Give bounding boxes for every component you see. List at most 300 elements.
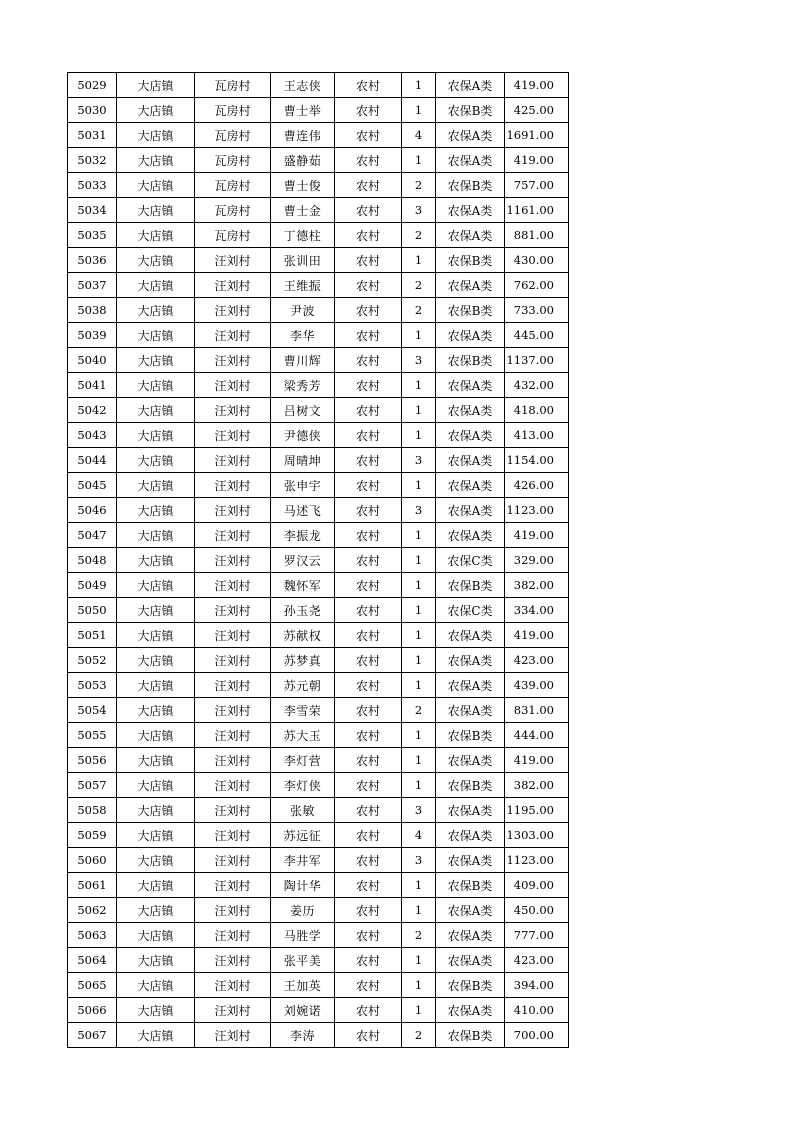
town-cell: 大店镇 — [117, 673, 195, 698]
village-cell: 瓦房村 — [195, 198, 271, 223]
town-cell: 大店镇 — [117, 498, 195, 523]
member-count-cell: 1 — [402, 598, 436, 623]
village-cell: 汪刘村 — [195, 298, 271, 323]
village-cell: 汪刘村 — [195, 323, 271, 348]
town-cell: 大店镇 — [117, 373, 195, 398]
record-id-cell: 5066 — [68, 998, 117, 1023]
amount-cell: 444.00 — [505, 723, 569, 748]
table-row — [68, 123, 569, 148]
household-type-cell: 农村 — [335, 623, 402, 648]
person-name-cell: 曹士举 — [271, 98, 335, 123]
member-count-cell: 1 — [402, 548, 436, 573]
member-count-cell: 3 — [402, 448, 436, 473]
town-cell: 大店镇 — [117, 523, 195, 548]
table-row — [68, 823, 569, 848]
table-row — [68, 348, 569, 373]
record-id-cell: 5048 — [68, 548, 117, 573]
amount-cell: 409.00 — [505, 873, 569, 898]
table-row — [68, 448, 569, 473]
table-row — [68, 298, 569, 323]
amount-cell: 329.00 — [505, 548, 569, 573]
town-cell: 大店镇 — [117, 248, 195, 273]
person-name-cell: 张平美 — [271, 948, 335, 973]
table-row — [68, 523, 569, 548]
town-cell: 大店镇 — [117, 148, 195, 173]
village-cell: 汪刘村 — [195, 448, 271, 473]
member-count-cell: 1 — [402, 98, 436, 123]
member-count-cell: 1 — [402, 873, 436, 898]
person-name-cell: 李灯侠 — [271, 773, 335, 798]
table-row — [68, 998, 569, 1023]
person-name-cell: 王志侠 — [271, 73, 335, 98]
member-count-cell: 1 — [402, 248, 436, 273]
record-id-cell: 5050 — [68, 598, 117, 623]
record-id-cell: 5033 — [68, 173, 117, 198]
town-cell: 大店镇 — [117, 848, 195, 873]
person-name-cell: 李华 — [271, 323, 335, 348]
town-cell: 大店镇 — [117, 698, 195, 723]
record-id-cell: 5038 — [68, 298, 117, 323]
insurance-category-cell: 农保A类 — [436, 748, 505, 773]
insurance-category-cell: 农保A类 — [436, 198, 505, 223]
member-count-cell: 3 — [402, 848, 436, 873]
person-name-cell: 苏元朝 — [271, 673, 335, 698]
insurance-category-cell: 农保A类 — [436, 673, 505, 698]
table-row — [68, 673, 569, 698]
insurance-category-cell: 农保A类 — [436, 848, 505, 873]
village-cell: 汪刘村 — [195, 373, 271, 398]
town-cell: 大店镇 — [117, 173, 195, 198]
village-cell: 汪刘村 — [195, 548, 271, 573]
amount-cell: 881.00 — [505, 223, 569, 248]
household-type-cell: 农村 — [335, 223, 402, 248]
amount-cell: 410.00 — [505, 998, 569, 1023]
town-cell: 大店镇 — [117, 773, 195, 798]
record-id-cell: 5056 — [68, 748, 117, 773]
member-count-cell: 1 — [402, 648, 436, 673]
village-cell: 汪刘村 — [195, 698, 271, 723]
town-cell: 大店镇 — [117, 348, 195, 373]
village-cell: 汪刘村 — [195, 873, 271, 898]
member-count-cell: 2 — [402, 273, 436, 298]
record-id-cell: 5040 — [68, 348, 117, 373]
village-cell: 汪刘村 — [195, 398, 271, 423]
town-cell: 大店镇 — [117, 948, 195, 973]
insurance-category-cell: 农保A类 — [436, 323, 505, 348]
table-row — [68, 773, 569, 798]
member-count-cell: 1 — [402, 748, 436, 773]
amount-cell: 419.00 — [505, 623, 569, 648]
village-cell: 瓦房村 — [195, 148, 271, 173]
amount-cell: 1123.00 — [505, 848, 569, 873]
person-name-cell: 王维振 — [271, 273, 335, 298]
person-name-cell: 吕树文 — [271, 398, 335, 423]
member-count-cell: 4 — [402, 823, 436, 848]
insurance-category-cell: 农保A类 — [436, 948, 505, 973]
insurance-category-cell: 农保A类 — [436, 448, 505, 473]
table-row — [68, 423, 569, 448]
household-type-cell: 农村 — [335, 698, 402, 723]
member-count-cell: 2 — [402, 173, 436, 198]
insurance-category-cell: 农保B类 — [436, 248, 505, 273]
insurance-category-cell: 农保A类 — [436, 498, 505, 523]
town-cell: 大店镇 — [117, 573, 195, 598]
person-name-cell: 陶计华 — [271, 873, 335, 898]
town-cell: 大店镇 — [117, 648, 195, 673]
amount-cell: 334.00 — [505, 598, 569, 623]
village-cell: 汪刘村 — [195, 773, 271, 798]
household-type-cell: 农村 — [335, 598, 402, 623]
insurance-category-cell: 农保C类 — [436, 548, 505, 573]
table-row — [68, 598, 569, 623]
town-cell: 大店镇 — [117, 748, 195, 773]
person-name-cell: 曹士俊 — [271, 173, 335, 198]
town-cell: 大店镇 — [117, 298, 195, 323]
village-cell: 汪刘村 — [195, 573, 271, 598]
insurance-category-cell: 农保B类 — [436, 348, 505, 373]
village-cell: 汪刘村 — [195, 473, 271, 498]
amount-cell: 418.00 — [505, 398, 569, 423]
household-type-cell: 农村 — [335, 398, 402, 423]
amount-cell: 700.00 — [505, 1023, 569, 1048]
table-row — [68, 223, 569, 248]
village-cell: 汪刘村 — [195, 623, 271, 648]
household-type-cell: 农村 — [335, 898, 402, 923]
town-cell: 大店镇 — [117, 98, 195, 123]
insurance-category-cell: 农保B类 — [436, 873, 505, 898]
amount-cell: 382.00 — [505, 773, 569, 798]
record-id-cell: 5055 — [68, 723, 117, 748]
household-type-cell: 农村 — [335, 98, 402, 123]
table-row — [68, 323, 569, 348]
village-cell: 汪刘村 — [195, 248, 271, 273]
household-type-cell: 农村 — [335, 273, 402, 298]
record-id-cell: 5052 — [68, 648, 117, 673]
record-id-cell: 5064 — [68, 948, 117, 973]
town-cell: 大店镇 — [117, 398, 195, 423]
table-row — [68, 698, 569, 723]
insurance-category-cell: 农保A类 — [436, 898, 505, 923]
amount-cell: 419.00 — [505, 523, 569, 548]
insurance-category-cell: 农保A类 — [436, 423, 505, 448]
village-cell: 瓦房村 — [195, 123, 271, 148]
insurance-category-cell: 农保A类 — [436, 148, 505, 173]
insurance-category-cell: 农保A类 — [436, 998, 505, 1023]
household-type-cell: 农村 — [335, 1023, 402, 1048]
insurance-category-cell: 农保B类 — [436, 98, 505, 123]
member-count-cell: 1 — [402, 898, 436, 923]
household-type-cell: 农村 — [335, 798, 402, 823]
person-name-cell: 苏献权 — [271, 623, 335, 648]
household-type-cell: 农村 — [335, 473, 402, 498]
household-type-cell: 农村 — [335, 548, 402, 573]
village-cell: 汪刘村 — [195, 748, 271, 773]
record-id-cell: 5031 — [68, 123, 117, 148]
amount-cell: 423.00 — [505, 648, 569, 673]
household-type-cell: 农村 — [335, 748, 402, 773]
record-id-cell: 5041 — [68, 373, 117, 398]
household-type-cell: 农村 — [335, 148, 402, 173]
village-cell: 汪刘村 — [195, 348, 271, 373]
amount-cell: 425.00 — [505, 98, 569, 123]
member-count-cell: 1 — [402, 573, 436, 598]
table-body — [68, 73, 569, 1048]
table-row — [68, 398, 569, 423]
member-count-cell: 4 — [402, 123, 436, 148]
record-id-cell: 5034 — [68, 198, 117, 223]
record-id-cell: 5054 — [68, 698, 117, 723]
amount-cell: 382.00 — [505, 573, 569, 598]
insurance-category-cell: 农保A类 — [436, 123, 505, 148]
amount-cell: 1195.00 — [505, 798, 569, 823]
amount-cell: 432.00 — [505, 373, 569, 398]
insurance-category-cell: 农保A类 — [436, 798, 505, 823]
person-name-cell: 尹德侠 — [271, 423, 335, 448]
insurance-category-cell: 农保A类 — [436, 648, 505, 673]
person-name-cell: 孙玉尧 — [271, 598, 335, 623]
table-row — [68, 973, 569, 998]
household-type-cell: 农村 — [335, 423, 402, 448]
amount-cell: 445.00 — [505, 323, 569, 348]
village-cell: 瓦房村 — [195, 223, 271, 248]
record-id-cell: 5065 — [68, 973, 117, 998]
town-cell: 大店镇 — [117, 923, 195, 948]
household-type-cell: 农村 — [335, 198, 402, 223]
village-cell: 瓦房村 — [195, 173, 271, 198]
town-cell: 大店镇 — [117, 73, 195, 98]
member-count-cell: 1 — [402, 148, 436, 173]
insurance-category-cell: 农保A类 — [436, 473, 505, 498]
member-count-cell: 2 — [402, 698, 436, 723]
table-row — [68, 723, 569, 748]
table-row — [68, 648, 569, 673]
town-cell: 大店镇 — [117, 898, 195, 923]
record-id-cell: 5035 — [68, 223, 117, 248]
amount-cell: 762.00 — [505, 273, 569, 298]
record-id-cell: 5062 — [68, 898, 117, 923]
town-cell: 大店镇 — [117, 873, 195, 898]
household-type-cell: 农村 — [335, 448, 402, 473]
table-row — [68, 948, 569, 973]
village-cell: 汪刘村 — [195, 648, 271, 673]
village-cell: 汪刘村 — [195, 823, 271, 848]
record-id-cell: 5029 — [68, 73, 117, 98]
member-count-cell: 1 — [402, 673, 436, 698]
table-row — [68, 248, 569, 273]
village-cell: 汪刘村 — [195, 998, 271, 1023]
town-cell: 大店镇 — [117, 473, 195, 498]
household-type-cell: 农村 — [335, 923, 402, 948]
town-cell: 大店镇 — [117, 323, 195, 348]
member-count-cell: 1 — [402, 423, 436, 448]
member-count-cell: 3 — [402, 348, 436, 373]
household-type-cell: 农村 — [335, 573, 402, 598]
household-type-cell: 农村 — [335, 373, 402, 398]
table-row — [68, 148, 569, 173]
table-row — [68, 873, 569, 898]
amount-cell: 777.00 — [505, 923, 569, 948]
table-row — [68, 923, 569, 948]
person-name-cell: 马胜学 — [271, 923, 335, 948]
member-count-cell: 3 — [402, 498, 436, 523]
insurance-category-cell: 农保C类 — [436, 598, 505, 623]
person-name-cell: 王加英 — [271, 973, 335, 998]
person-name-cell: 张敏 — [271, 798, 335, 823]
insurance-category-cell: 农保A类 — [436, 823, 505, 848]
household-type-cell: 农村 — [335, 73, 402, 98]
amount-cell: 1123.00 — [505, 498, 569, 523]
town-cell: 大店镇 — [117, 548, 195, 573]
person-name-cell: 张训田 — [271, 248, 335, 273]
member-count-cell: 1 — [402, 323, 436, 348]
insurance-category-cell: 农保B类 — [436, 573, 505, 598]
record-id-cell: 5059 — [68, 823, 117, 848]
amount-cell: 423.00 — [505, 948, 569, 973]
amount-cell: 419.00 — [505, 73, 569, 98]
record-id-cell: 5043 — [68, 423, 117, 448]
amount-cell: 733.00 — [505, 298, 569, 323]
village-cell: 汪刘村 — [195, 598, 271, 623]
person-name-cell: 曹士金 — [271, 198, 335, 223]
household-type-cell: 农村 — [335, 648, 402, 673]
household-type-cell: 农村 — [335, 323, 402, 348]
village-cell: 瓦房村 — [195, 73, 271, 98]
table-row — [68, 198, 569, 223]
record-id-cell: 5067 — [68, 1023, 117, 1048]
town-cell: 大店镇 — [117, 973, 195, 998]
person-name-cell: 苏梦真 — [271, 648, 335, 673]
person-name-cell: 魏怀军 — [271, 573, 335, 598]
member-count-cell: 1 — [402, 948, 436, 973]
town-cell: 大店镇 — [117, 198, 195, 223]
household-type-cell: 农村 — [335, 848, 402, 873]
person-name-cell: 丁德柱 — [271, 223, 335, 248]
person-name-cell: 梁秀芳 — [271, 373, 335, 398]
household-type-cell: 农村 — [335, 773, 402, 798]
table-row — [68, 548, 569, 573]
table-row — [68, 373, 569, 398]
table-row — [68, 798, 569, 823]
amount-cell: 426.00 — [505, 473, 569, 498]
table-row — [68, 173, 569, 198]
town-cell: 大店镇 — [117, 723, 195, 748]
person-name-cell: 李涛 — [271, 1023, 335, 1048]
record-id-cell: 5030 — [68, 98, 117, 123]
person-name-cell: 李雪荣 — [271, 698, 335, 723]
household-type-cell: 农村 — [335, 498, 402, 523]
member-count-cell: 2 — [402, 298, 436, 323]
town-cell: 大店镇 — [117, 448, 195, 473]
insurance-category-cell: 农保B类 — [436, 298, 505, 323]
insurance-category-cell: 农保A类 — [436, 398, 505, 423]
household-type-cell: 农村 — [335, 823, 402, 848]
village-cell: 汪刘村 — [195, 723, 271, 748]
member-count-cell: 1 — [402, 73, 436, 98]
village-cell: 汪刘村 — [195, 923, 271, 948]
person-name-cell: 姜历 — [271, 898, 335, 923]
record-id-cell: 5051 — [68, 623, 117, 648]
insurance-category-cell: 农保B类 — [436, 723, 505, 748]
record-id-cell: 5047 — [68, 523, 117, 548]
member-count-cell: 3 — [402, 198, 436, 223]
person-name-cell: 李井军 — [271, 848, 335, 873]
member-count-cell: 1 — [402, 523, 436, 548]
town-cell: 大店镇 — [117, 123, 195, 148]
village-cell: 汪刘村 — [195, 498, 271, 523]
insurance-category-cell: 农保A类 — [436, 523, 505, 548]
insurance-category-cell: 农保A类 — [436, 698, 505, 723]
person-name-cell: 刘婉诺 — [271, 998, 335, 1023]
village-cell: 汪刘村 — [195, 898, 271, 923]
village-cell: 汪刘村 — [195, 1023, 271, 1048]
village-cell: 汪刘村 — [195, 273, 271, 298]
household-type-cell: 农村 — [335, 298, 402, 323]
table-row — [68, 573, 569, 598]
insurance-category-cell: 农保A类 — [436, 273, 505, 298]
village-cell: 汪刘村 — [195, 948, 271, 973]
household-type-cell: 农村 — [335, 248, 402, 273]
member-count-cell: 1 — [402, 398, 436, 423]
insurance-category-cell: 农保A类 — [436, 373, 505, 398]
household-type-cell: 农村 — [335, 723, 402, 748]
amount-cell: 413.00 — [505, 423, 569, 448]
member-count-cell: 1 — [402, 773, 436, 798]
town-cell: 大店镇 — [117, 1023, 195, 1048]
table-row — [68, 98, 569, 123]
record-id-cell: 5039 — [68, 323, 117, 348]
person-name-cell: 周晴坤 — [271, 448, 335, 473]
town-cell: 大店镇 — [117, 423, 195, 448]
person-name-cell: 李灯营 — [271, 748, 335, 773]
member-count-cell: 2 — [402, 923, 436, 948]
record-id-cell: 5063 — [68, 923, 117, 948]
insurance-category-cell: 农保B类 — [436, 173, 505, 198]
record-id-cell: 5037 — [68, 273, 117, 298]
table-row — [68, 473, 569, 498]
village-cell: 汪刘村 — [195, 973, 271, 998]
record-id-cell: 5045 — [68, 473, 117, 498]
village-cell: 瓦房村 — [195, 98, 271, 123]
household-type-cell: 农村 — [335, 123, 402, 148]
person-name-cell: 张申宇 — [271, 473, 335, 498]
amount-cell: 757.00 — [505, 173, 569, 198]
household-type-cell: 农村 — [335, 873, 402, 898]
amount-cell: 1303.00 — [505, 823, 569, 848]
village-cell: 汪刘村 — [195, 798, 271, 823]
household-type-cell: 农村 — [335, 523, 402, 548]
table-row — [68, 273, 569, 298]
household-type-cell: 农村 — [335, 998, 402, 1023]
table-row — [68, 748, 569, 773]
person-name-cell: 曹川辉 — [271, 348, 335, 373]
household-type-cell: 农村 — [335, 973, 402, 998]
town-cell: 大店镇 — [117, 598, 195, 623]
town-cell: 大店镇 — [117, 623, 195, 648]
member-count-cell: 1 — [402, 973, 436, 998]
table-row — [68, 898, 569, 923]
person-name-cell: 尹波 — [271, 298, 335, 323]
amount-cell: 419.00 — [505, 148, 569, 173]
household-type-cell: 农村 — [335, 173, 402, 198]
amount-cell: 1161.00 — [505, 198, 569, 223]
member-count-cell: 1 — [402, 373, 436, 398]
town-cell: 大店镇 — [117, 798, 195, 823]
amount-cell: 1691.00 — [505, 123, 569, 148]
village-cell: 汪刘村 — [195, 673, 271, 698]
record-id-cell: 5053 — [68, 673, 117, 698]
record-id-cell: 5042 — [68, 398, 117, 423]
amount-cell: 450.00 — [505, 898, 569, 923]
